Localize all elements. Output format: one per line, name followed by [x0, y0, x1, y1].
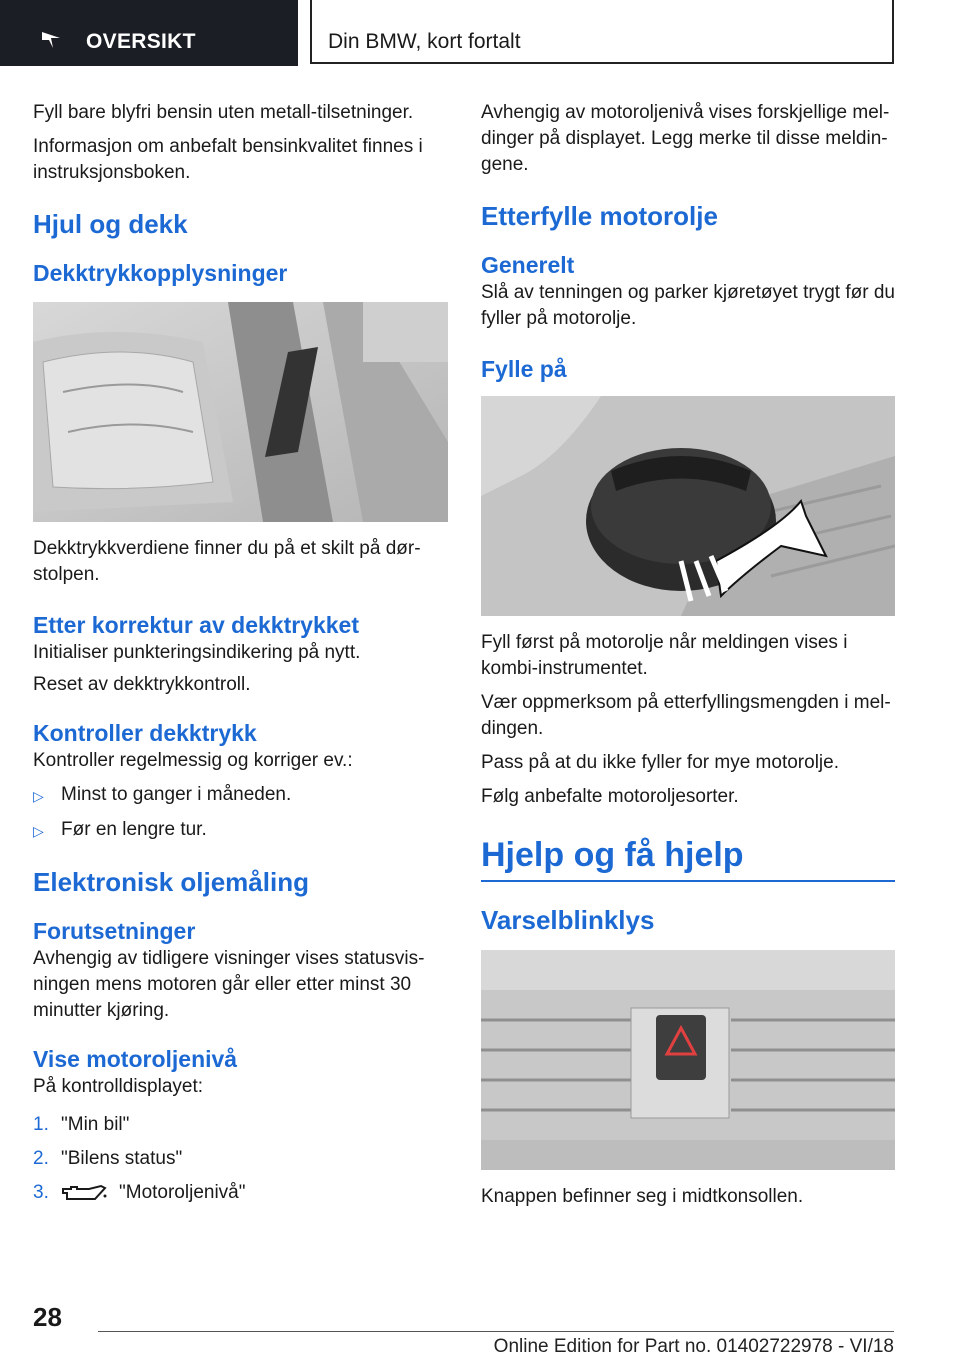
fill-paragraph-4: Følg anbefalte motoroljesorter. — [481, 786, 739, 807]
bmw-flash-icon — [40, 28, 62, 50]
heading-oil-measure: Elektronisk oljemåling — [33, 867, 309, 897]
messages-paragraph: Avhengig av motoroljenivå vises forskjellige mel-dinger på displayet. Legg merke til disse meldin-gene. — [481, 102, 890, 175]
footer-edition: Online Edition for Part no. 01402722978 - VI/18 — [493, 1336, 894, 1357]
footer-divider — [98, 1331, 894, 1332]
heading-topup-oil: Etterfylle motorolje — [481, 201, 718, 231]
oil-can-icon — [61, 1183, 107, 1203]
prereq-paragraph: Avhengig av tidligere visninger vises statusvis-ningen mens motoren går eller etter minst 30 minutter kjøring. — [33, 948, 425, 1021]
right-column — [481, 100, 895, 1210]
heading-check-pressure: Kontroller dekktrykk — [33, 720, 257, 746]
heading-wheels: Hjul og dekk — [33, 209, 188, 239]
hazard-caption: Knappen befinner seg i midtkonsollen. — [481, 1186, 804, 1207]
heading-tyre-info: Dekktrykkopplysninger — [33, 260, 288, 286]
tab-chapter[interactable] — [310, 0, 894, 64]
list-item — [33, 1146, 448, 1172]
step-number: 2. — [33, 1148, 49, 1169]
check-paragraph: Kontroller regelmessig og korriger ev.: — [33, 750, 353, 771]
left-column — [33, 100, 448, 1206]
tab-oversikt-label: OVERSIKT — [86, 30, 196, 53]
heading-fill: Fylle på — [481, 356, 567, 382]
fill-paragraph-1: Fyll først på motorolje når meldingen vises i kombi-instrumentet. — [481, 632, 848, 679]
list-item — [33, 1112, 448, 1138]
heading-show-level: Vise motoroljenivå — [33, 1046, 238, 1072]
general-paragraph: Slå av tenningen og parker kjøretøyet trygt før du fyller på motorolje. — [481, 282, 895, 329]
list-item-text: Før en lengre tur. — [61, 819, 207, 840]
triangle-bullet-icon: ▷ — [33, 788, 44, 804]
heading-prerequisites: Forutsetninger — [33, 918, 196, 944]
fuel-paragraph: Fyll bare blyfri bensin uten metall-tilsetninger. — [33, 102, 414, 123]
tyre-caption: Dekktrykkverdiene finner du på et skilt på dør-stolpen. — [33, 538, 421, 585]
display-paragraph: På kontrolldisplayet: — [33, 1076, 204, 1097]
step-text: "Motoroljenivå" — [119, 1182, 246, 1203]
step-number: 3. — [33, 1182, 49, 1203]
triangle-bullet-icon: ▷ — [33, 823, 44, 839]
list-item-text: Minst to ganger i måneden. — [61, 784, 292, 805]
hazard-button-image — [481, 950, 895, 1170]
step-text: "Min bil" — [61, 1114, 130, 1135]
list-item — [33, 782, 448, 809]
tab-oversikt[interactable] — [0, 0, 298, 66]
step-number: 1. — [33, 1114, 49, 1135]
reset-paragraph: Reset av dekktrykkontroll. — [33, 674, 251, 695]
list-item — [33, 817, 448, 844]
heading-help: Hjelp og få hjelp — [481, 836, 744, 874]
door-pillar-image — [33, 302, 448, 522]
page-number: 28 — [33, 1302, 62, 1332]
heading-after-correction: Etter korrektur av dekktrykket — [33, 612, 359, 638]
chapter-title: Din BMW, kort fortalt — [328, 30, 521, 53]
page-header — [0, 0, 960, 66]
heading-general: Generelt — [481, 252, 575, 278]
heading-hazard: Varselblinklys — [481, 905, 655, 935]
fuel-info-paragraph: Informasjon om anbefalt bensinkvalitet finnes i instruksjonsboken. — [33, 136, 423, 183]
oil-cap-image — [481, 396, 895, 616]
init-paragraph: Initialiser punkteringsindikering på nytt. — [33, 642, 361, 663]
step-text: "Bilens status" — [61, 1148, 183, 1169]
list-item — [33, 1180, 448, 1206]
fill-paragraph-2: Vær oppmerksom på etterfyllingsmengden i mel-dingen. — [481, 692, 891, 739]
heading-help-wrap — [481, 834, 895, 882]
fill-paragraph-3: Pass på at du ikke fyller for mye motorolje. — [481, 752, 839, 773]
